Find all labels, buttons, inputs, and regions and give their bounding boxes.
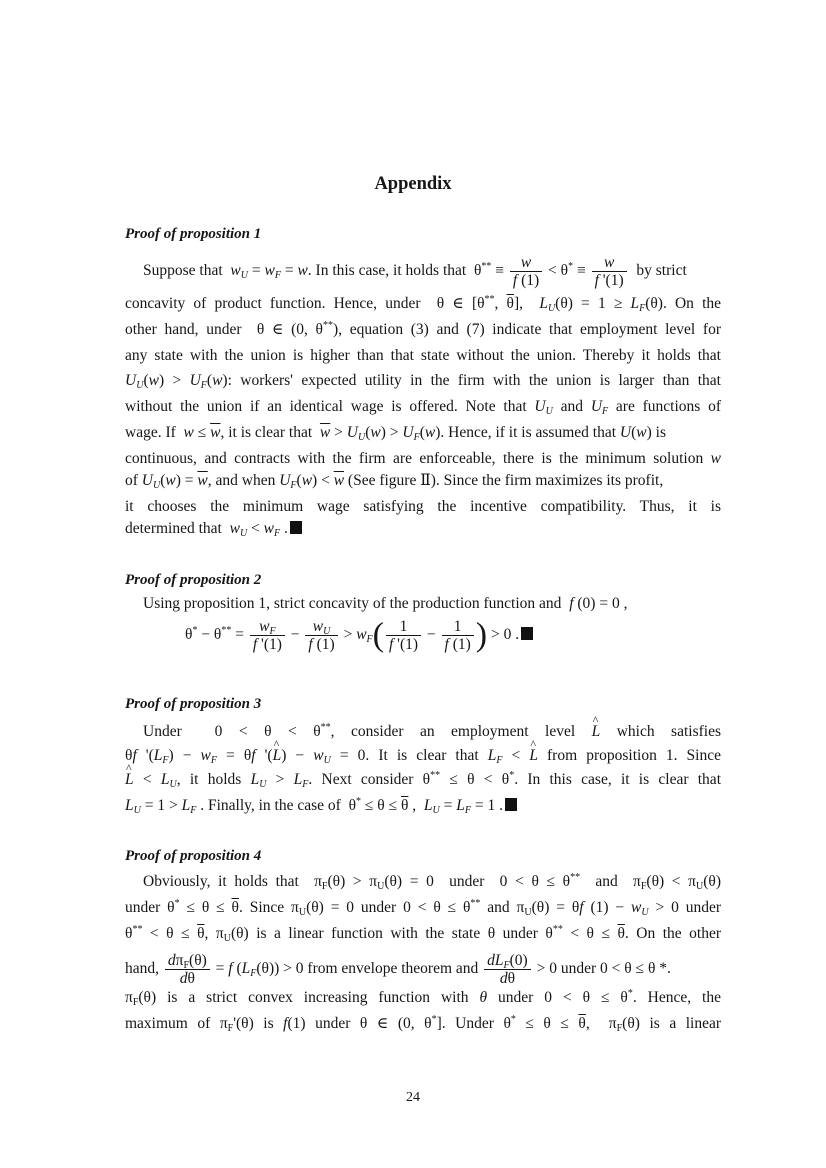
proof-3-line-1: Under 0 < θ < θ**, consider an employment level ^ L which satisfies	[143, 722, 721, 742]
qed-square	[290, 521, 302, 534]
page-number: 24	[406, 1090, 420, 1105]
proof-4-line-1: Obviously, it holds that $\pi_F(\theta) > \pi_U(\theta) = 0$ under 0 < θ ≤ θ** and $\pi_F(\theta) < \pi_U(\theta)$	[143, 872, 721, 892]
proof-1-line-2: concavity of product function. Hence, under θ ∈ [θ**, $\overline{\theta}$], $L_U(\theta) = 1 \ge L_F(\theta)$. On the	[125, 294, 722, 314]
proof-4-heading: Proof of proposition 4	[125, 848, 262, 864]
proof-1-line-10: it chooses the minimum wage satisfying the incentive compatibility. Thus, it is	[125, 498, 721, 515]
proof-1-line-11: determined that $w_U < w_F$ .	[125, 519, 721, 539]
proof-1-line-3: other hand, under θ ∈ (0, θ**), equation (3) and (7) indicate that employment level for	[125, 320, 721, 338]
page-title: Appendix	[374, 174, 452, 194]
qed-square	[521, 627, 533, 640]
proof-2-equation: θ* − θ** = $\frac{w_F}{f '(1)}$ − $\frac{w_U}{f (1)}$ > $w_F$( $\frac{1}{f '(1)}$ − $\frac{1}{f (1)}$ ) > 0 .	[185, 618, 533, 653]
proof-4-line-3: $\theta^{**} < \theta \le \overline{\theta}$, $\pi_U(\theta)$ is a linear function with the state θ under $\theta^{**} < \theta \le \overline{\theta}$. On the other	[125, 924, 721, 944]
proof-1-line-6: without the union if an identical wage is offered. Note that $U_U$ and $U_F$ are functions of	[125, 398, 721, 417]
proof-1-line-5: $U_U(w) > U_F(w)$: workers' expected utility in the firm with the union is larger than that	[125, 372, 721, 391]
proof-3-line-4: $L_U = 1 > L_F$ . Finally, in the case of $\theta^* \le \theta \le \overline{\theta}$ , $L_U = L_F = 1$ .	[125, 796, 721, 816]
proof-1-line-1: Suppose that $w_U = w_F = w$. In this case, it holds that θ** ≡ $\frac{w}{f (1)}$ < θ* ≡ $\frac{w}{f '(1)}$ by strict	[143, 254, 687, 289]
proof-1-heading: Proof of proposition 1	[125, 226, 262, 242]
proof-4-line-2: under $\theta^* \le \theta \le \overline{\theta}$. Since $\pi_U(\theta) = 0$ under 0 < θ ≤ θ** and $\pi_U(\theta) = \theta f$ $(1) - w_U > 0$ under	[125, 898, 721, 918]
proof-1-line-8: continuous, and contracts with the firm are enforceable, there is the minimum solution w	[125, 450, 721, 467]
proof-1-line-7: wage. If $w \le \overline{w}$, it is clear that $\overline{w} > U_U(w) > U_F(w)$. Hence, if it is assumed that U(w) is	[125, 424, 666, 443]
proof-2-heading: Proof of proposition 2	[125, 572, 262, 588]
proof-1-line-9: of $U_U(w) = \overline{w}$, and when $U_F(w) < \overline{w}$ (See figure Ⅱ). Since the firm maximizes its profit,	[125, 472, 664, 491]
proof-3-line-3: ^ $L < L_U$, it holds $L_U > L_F$. Next consider θ** ≤ θ < θ*. In this case, it is clear that	[125, 770, 721, 790]
proof-4-line-4: hand, $\frac{d\pi_F(\theta)}{d\theta}$ = f $(L_F(\theta)) > 0$ from envelope theorem and $\frac{dL_F(0)}{d\theta}$ > 0 under 0 < θ ≤ θ *.	[125, 952, 671, 987]
proof-1-line-4: any state with the union is higher than that state without the union. Thereby it holds that	[125, 347, 721, 364]
proof-2-line-1: Using proposition 1, strict concavity of the production function and f (0) = 0 ,	[143, 595, 628, 612]
proof-3-heading: Proof of proposition 3	[125, 696, 262, 712]
proof-3-line-2: θf '$(L_F) - w_F = \theta f$ '(^ $L) - w_U = 0$. It is clear that $L_F$ < ^ L from proposition 1. Since	[125, 746, 721, 766]
qed-square	[505, 798, 517, 811]
proof-4-line-6: maximum of $\pi_F'(\theta)$ is f(1) under θ ∈ (0, θ*]. Under $\theta^* \le \theta \le \overline{\theta}$, $\pi_F(\theta)$ is a linear	[125, 1014, 722, 1034]
proof-4-line-5: $\pi_F(\theta)$ is a strict convex increasing function with θ under 0 < θ ≤ θ*. Hence, the	[125, 988, 721, 1008]
